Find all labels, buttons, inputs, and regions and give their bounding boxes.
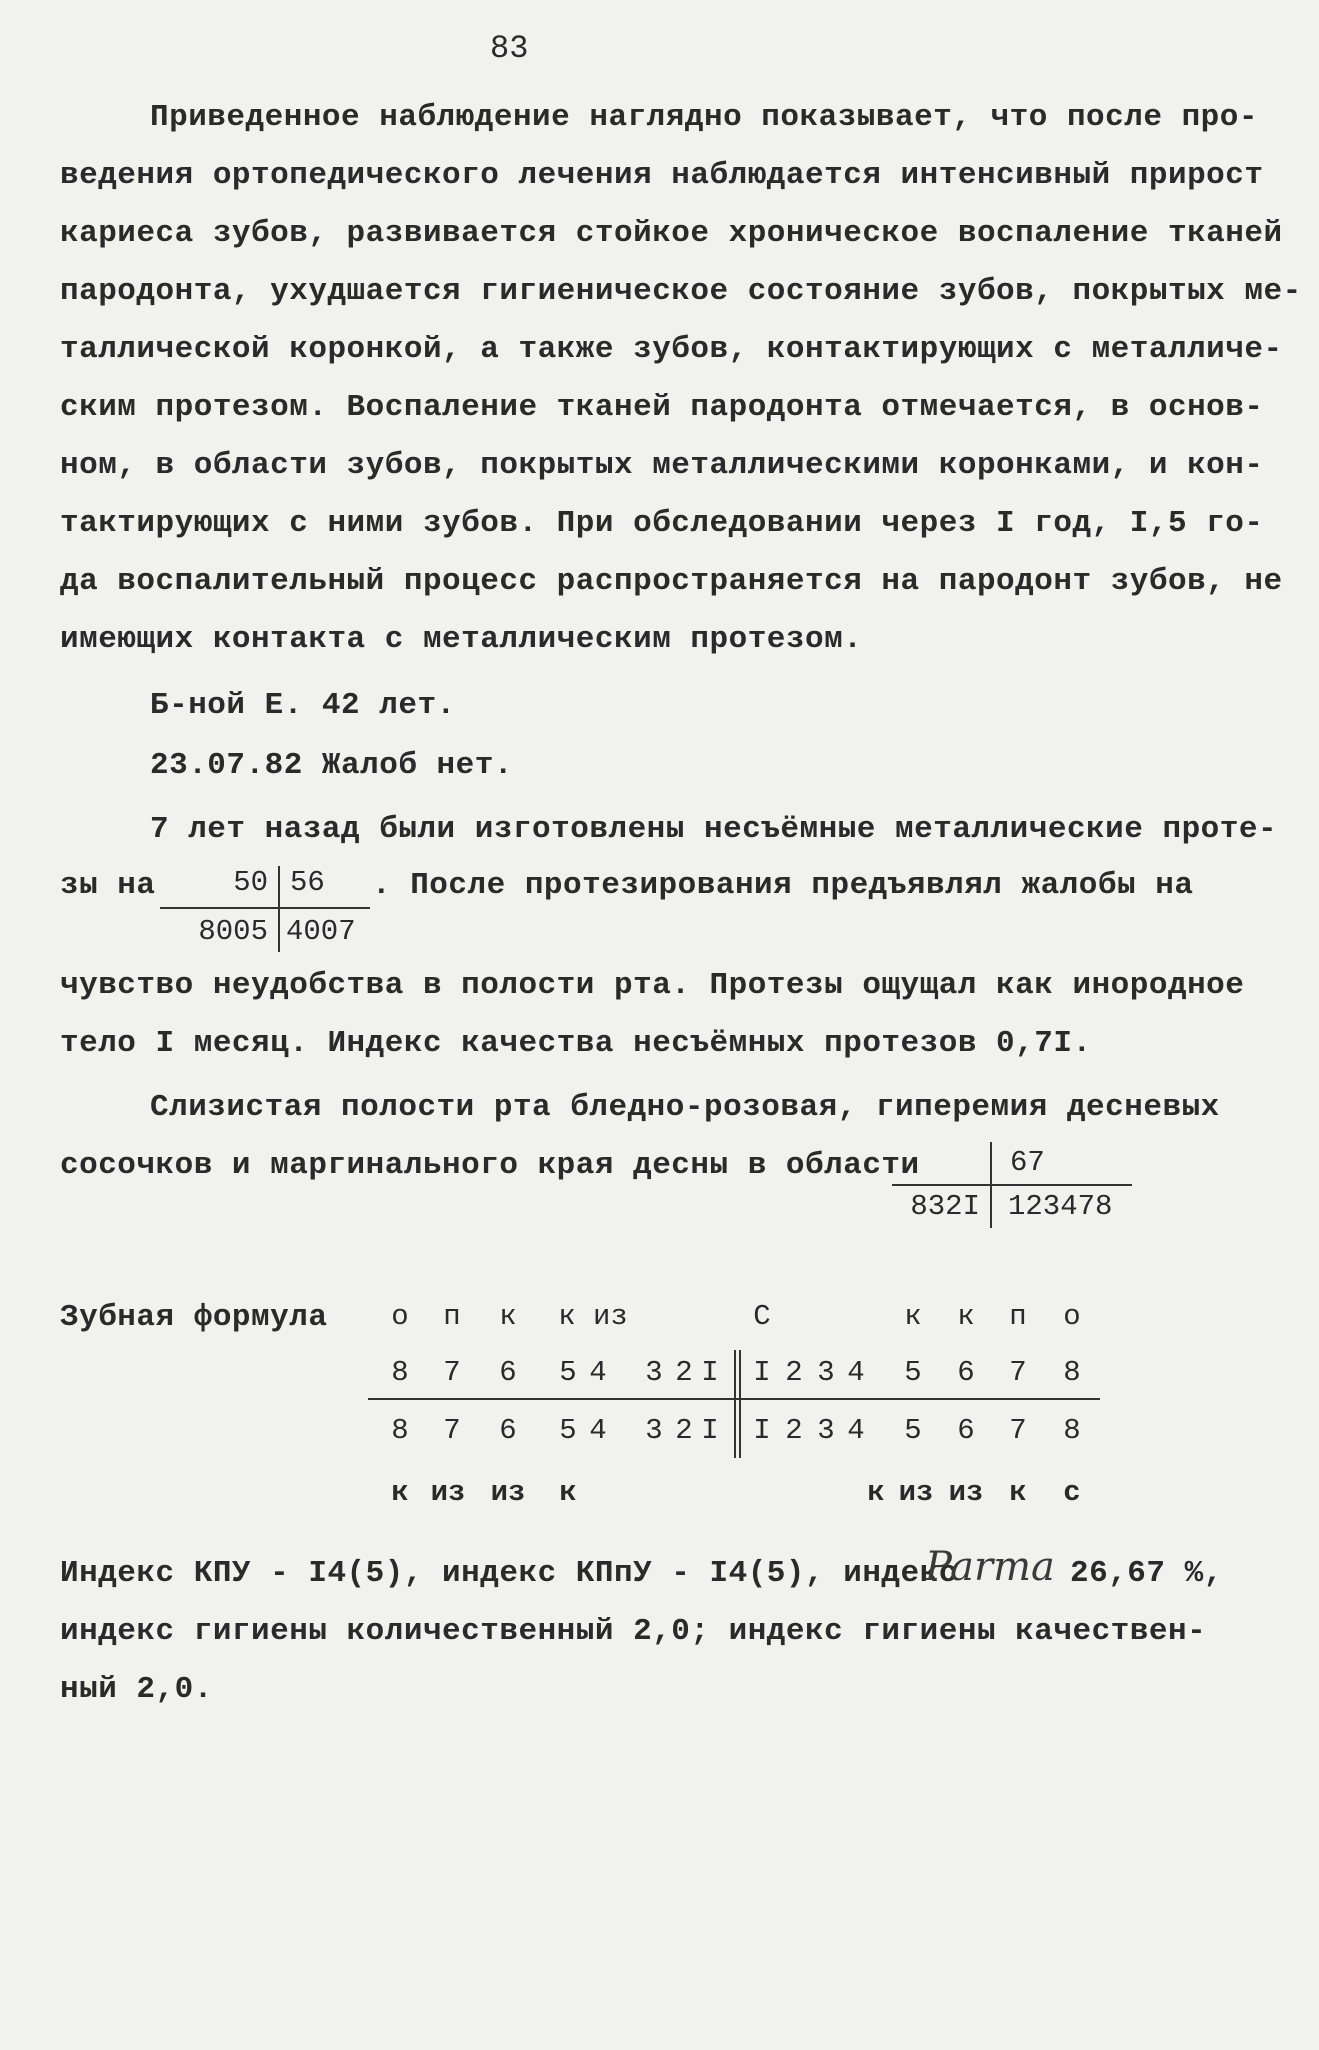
tooth-lower-right: 7 bbox=[1009, 1414, 1027, 1447]
text-line: тактирующих с ними зубов. При обследовании через I год, I,5 го- bbox=[60, 506, 1264, 541]
formula-horizontal-line bbox=[160, 907, 370, 909]
tooth-upper-left: 8 bbox=[391, 1356, 409, 1389]
dental-formula-center-line bbox=[734, 1350, 736, 1458]
formula-vertical-line bbox=[278, 866, 280, 952]
page-number: 83 bbox=[490, 30, 529, 67]
tooth-lower-left: 4 bbox=[589, 1414, 607, 1447]
status-upper: к bbox=[957, 1300, 975, 1333]
tooth-upper-right: 2 bbox=[785, 1356, 803, 1389]
tooth-lower-left: 6 bbox=[499, 1414, 517, 1447]
patient-line: Б-ной Е. 42 лет. bbox=[150, 688, 456, 723]
tooth-upper-left: 2 bbox=[675, 1356, 693, 1389]
history-line: . После протезирования предъявлял жалобы на bbox=[372, 868, 1194, 903]
tooth-lower-right: I bbox=[753, 1414, 771, 1447]
status-lower: к bbox=[867, 1476, 885, 1509]
tooth-upper-left: 7 bbox=[443, 1356, 461, 1389]
dental-formula-label: Зубная формула bbox=[60, 1300, 328, 1335]
status-lower: из bbox=[898, 1476, 934, 1509]
history-line: 7 лет назад были изготовлены несъёмные металлические проте- bbox=[150, 812, 1278, 847]
text-line: ном, в области зубов, покрытых металлическими коронками, и кон- bbox=[60, 448, 1264, 483]
text-line: Приведенное наблюдение наглядно показывает, что после про- bbox=[150, 100, 1258, 135]
text-line: ским протезом. Воспаление тканей пародонта отмечается, в основ- bbox=[60, 390, 1264, 425]
history-line: чувство неудобства в полости рта. Протезы ощущал как инородное bbox=[60, 968, 1245, 1003]
text-line: да воспалительный процесс распространяется на пародонт зубов, не bbox=[60, 564, 1283, 599]
tooth-lower-right: 5 bbox=[904, 1414, 922, 1447]
formula-top-right: 56 bbox=[290, 866, 325, 899]
text-line: пародонта, ухудшается гигиеническое состояние зубов, покрытых ме- bbox=[60, 274, 1302, 309]
status-lower: к bbox=[391, 1476, 409, 1509]
mucosa-line: Слизистая полости рта бледно-розовая, гиперемия десневых bbox=[150, 1090, 1220, 1125]
formula-bottom-right: 123478 bbox=[1008, 1190, 1113, 1223]
date-line: 23.07.82 Жалоб нет. bbox=[150, 748, 513, 783]
tooth-lower-right: 4 bbox=[847, 1414, 865, 1447]
status-lower: к bbox=[1009, 1476, 1027, 1509]
formula-bottom-left: 8005 bbox=[198, 915, 268, 948]
status-upper: к из bbox=[558, 1300, 628, 1333]
dental-formula-center-line bbox=[739, 1350, 741, 1458]
status-lower: к bbox=[559, 1476, 577, 1509]
tooth-lower-left: 2 bbox=[675, 1414, 693, 1447]
tooth-upper-right: 4 bbox=[847, 1356, 865, 1389]
tooth-lower-right: 8 bbox=[1063, 1414, 1081, 1447]
status-lower: с bbox=[1063, 1476, 1081, 1509]
tooth-upper-left: I bbox=[701, 1356, 719, 1389]
history-line: тело I месяц. Индекс качества несъёмных протезов 0,7I. bbox=[60, 1026, 1092, 1061]
tooth-upper-left: 3 bbox=[645, 1356, 663, 1389]
index-line: индекс гигиены количественный 2,0; индекс гигиены качествен- bbox=[60, 1614, 1207, 1649]
index-line: Индекс КПУ - I4(5), индекс КПпУ - I4(5), индекс bbox=[60, 1556, 958, 1591]
status-upper: п bbox=[443, 1300, 461, 1333]
tooth-lower-left: 3 bbox=[645, 1414, 663, 1447]
tooth-upper-right: 3 bbox=[817, 1356, 835, 1389]
status-upper: п bbox=[1009, 1300, 1027, 1333]
text-line: таллической коронкой, а также зубов, контактирующих с металличе- bbox=[60, 332, 1283, 367]
formula-bottom-right: 4007 bbox=[286, 915, 356, 948]
formula-horizontal-line bbox=[892, 1184, 1132, 1186]
tooth-upper-right: 8 bbox=[1063, 1356, 1081, 1389]
tooth-upper-right: 7 bbox=[1009, 1356, 1027, 1389]
tooth-upper-right: 5 bbox=[904, 1356, 922, 1389]
formula-top-left: 50 bbox=[233, 866, 268, 899]
tooth-lower-right: 3 bbox=[817, 1414, 835, 1447]
tooth-upper-left: 4 bbox=[589, 1356, 607, 1389]
text-line: кариеса зубов, развивается стойкое хроническое воспаление тканей bbox=[60, 216, 1283, 251]
tooth-lower-right: 2 bbox=[785, 1414, 803, 1447]
status-upper: о bbox=[1063, 1300, 1081, 1333]
tooth-lower-left: 8 bbox=[391, 1414, 409, 1447]
formula-vertical-line bbox=[990, 1142, 992, 1228]
text-line: ведения ортопедического лечения наблюдается интенсивный прирост bbox=[60, 158, 1264, 193]
text-line: имеющих контакта с металлическим протезом. bbox=[60, 622, 863, 657]
handwritten-word: Parma bbox=[925, 1544, 1055, 1590]
mucosa-line: сосочков и маргинального края десны в области bbox=[60, 1148, 920, 1183]
tooth-lower-left: I bbox=[701, 1414, 719, 1447]
status-lower: из bbox=[948, 1476, 984, 1509]
tooth-lower-right: 6 bbox=[957, 1414, 975, 1447]
status-upper: о bbox=[391, 1300, 409, 1333]
status-upper: С bbox=[753, 1300, 771, 1333]
index-line: 26,67 %, bbox=[1070, 1556, 1223, 1591]
tooth-upper-right: 6 bbox=[957, 1356, 975, 1389]
tooth-lower-left: 7 bbox=[443, 1414, 461, 1447]
tooth-upper-left: 5 bbox=[559, 1356, 577, 1389]
tooth-upper-left: 6 bbox=[499, 1356, 517, 1389]
status-upper: к bbox=[904, 1300, 922, 1333]
index-line: ный 2,0. bbox=[60, 1672, 213, 1707]
status-upper: к bbox=[499, 1300, 517, 1333]
formula-bottom-left: 832I bbox=[910, 1190, 980, 1223]
status-lower: из bbox=[430, 1476, 466, 1509]
tooth-upper-right: I bbox=[753, 1356, 771, 1389]
status-lower: из bbox=[490, 1476, 526, 1509]
history-line: зы на bbox=[60, 868, 156, 903]
formula-top-right: 67 bbox=[1010, 1146, 1045, 1179]
tooth-lower-left: 5 bbox=[559, 1414, 577, 1447]
